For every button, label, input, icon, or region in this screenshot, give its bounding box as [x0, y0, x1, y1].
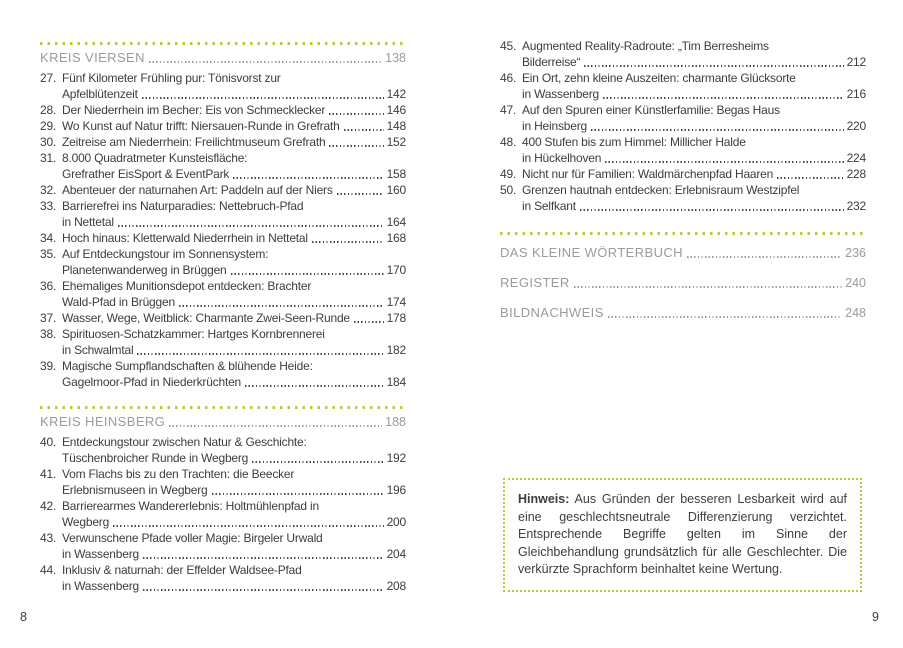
entry-body [62, 230, 406, 246]
toc-entry [40, 230, 406, 246]
dot-leader [580, 209, 844, 211]
entry-text: Gagelmoor-Pfad in Niederkrüchten [62, 375, 242, 389]
entry-body [62, 70, 406, 102]
entry-lastline [522, 198, 866, 214]
entry-text: Zeitreise am Niederrhein: Freilichtmuseum Grefrath [62, 135, 326, 149]
entry-lastline [62, 294, 406, 310]
toc-entry [40, 310, 406, 326]
entry-number: 50. [500, 183, 517, 197]
entry-line1: Grenzen hautnah entdecken: Erlebnisraum Westzipfel [522, 183, 800, 197]
entry-lastline [522, 86, 866, 102]
entry-lastline [62, 182, 406, 198]
toc-entries-continued [500, 38, 866, 214]
entry-page: 142 [386, 87, 406, 101]
entry-page: 178 [386, 311, 406, 325]
dot-leader [777, 177, 843, 179]
toc-entry [500, 102, 866, 134]
entry-body [62, 198, 406, 230]
dot-leader [329, 113, 383, 115]
entry-number: 35. [40, 247, 57, 261]
entry-text: in Nettetal [62, 215, 114, 229]
dot-leader [591, 129, 844, 131]
entry-lastline [522, 166, 866, 182]
toc-entry [40, 150, 406, 182]
entry-number: 43. [40, 531, 57, 545]
entry-page: 196 [386, 483, 406, 497]
section-title: KREIS VIERSEN [40, 50, 145, 65]
entry-body [522, 38, 866, 70]
entry-text: in Schwalmtal [62, 343, 134, 357]
dot-leader [169, 425, 382, 427]
entry-number: 27. [40, 71, 57, 85]
hinweis-text [518, 491, 847, 579]
entry-body [62, 326, 406, 358]
entry-line1: Magische Sumpflandschaften & blühende Heide: [62, 359, 313, 373]
dot-leader [584, 65, 843, 67]
dot-leader [252, 461, 383, 463]
toc-entry [40, 530, 406, 562]
entry-body [62, 562, 406, 594]
entry-body [62, 310, 406, 326]
page-left-column [40, 36, 406, 594]
section-page: 248 [845, 306, 866, 320]
entry-lastline [62, 86, 406, 102]
entry-number: 47. [500, 103, 517, 117]
section-page: 188 [385, 415, 406, 429]
dot-leader [337, 193, 384, 195]
entry-line1: 8.000 Quadratmeter Kunsteisfläche: [62, 151, 248, 165]
entry-text: Erlebnismuseen in Wegberg [62, 483, 208, 497]
dotted-separator [40, 42, 406, 45]
toc-entry [40, 118, 406, 134]
toc-entry [40, 278, 406, 310]
toc-entry [500, 182, 866, 214]
toc-entry [40, 134, 406, 150]
page-number-right: 9 [872, 610, 879, 624]
entry-text: in Wassenberg [62, 579, 139, 593]
dot-leader [354, 321, 384, 323]
toc-entry [40, 358, 406, 390]
entry-text: Tüschenbroicher Runde in Wegberg [62, 451, 249, 465]
dot-leader [603, 97, 844, 99]
entry-page: 232 [846, 199, 866, 213]
entry-text: Nicht nur für Familien: Waldmärchenpfad Haaren [522, 167, 774, 181]
entry-lastline [522, 118, 866, 134]
entry-text: Abenteuer der naturnahen Art: Paddeln auf der Niers [62, 183, 333, 197]
toc-entry [500, 134, 866, 166]
entry-text: Der Niederrhein im Becher: Eis von Schmecklecker [62, 103, 326, 117]
entry-page: 220 [846, 119, 866, 133]
entry-list [40, 434, 406, 594]
entry-line1: Inklusiv & naturnah: der Effelder Waldsee-Pfad [62, 563, 302, 577]
dot-leader [245, 385, 384, 387]
entry-text: Planetenwanderweg in Brüggen [62, 263, 227, 277]
entry-line1: Verwunschene Pfade voller Magie: Birgeler Urwald [62, 531, 323, 545]
entry-body [522, 70, 866, 102]
entry-line1: Spirituosen-Schatzkammer: Hartges Kornbrennerei [62, 327, 325, 341]
toc-entry [40, 434, 406, 466]
entry-page: 158 [386, 167, 406, 181]
entry-body [62, 278, 406, 310]
entry-text: Bilderreise“ [522, 55, 581, 69]
entry-list [40, 70, 406, 390]
entry-body [62, 466, 406, 498]
entry-text: Hoch hinaus: Kletterwald Niederrhein in Nettetal [62, 231, 308, 245]
entry-text: in Selfkant [522, 199, 576, 213]
section-title: DAS KLEINE WÖRTERBUCH [500, 245, 683, 260]
entry-number: 41. [40, 467, 57, 481]
dot-leader [608, 316, 842, 318]
toc-entry [40, 326, 406, 358]
entry-number: 45. [500, 39, 517, 53]
entry-number: 36. [40, 279, 57, 293]
toc-entry [40, 498, 406, 530]
entry-line1: Auf Entdeckungstour im Sonnensystem: [62, 247, 269, 261]
dot-leader [143, 589, 384, 591]
entry-number: 37. [40, 311, 57, 325]
entry-line1: Ehemaliges Munitionsdepot entdecken: Brachter [62, 279, 312, 293]
entry-line1: Augmented Reality-Radroute: „Tim Berresheims [522, 39, 769, 53]
entry-number: 34. [40, 231, 57, 245]
entry-lastline [62, 134, 406, 150]
entry-text: Wo Kunst auf Natur trifft: Niersauen-Runde in Grefrath [62, 119, 340, 133]
entry-body [522, 182, 866, 214]
entry-number: 38. [40, 327, 57, 341]
entry-page: 182 [386, 343, 406, 357]
section-header [500, 275, 866, 291]
entry-page: 148 [386, 119, 406, 133]
page-right-column [500, 32, 866, 335]
entry-lastline [62, 482, 406, 498]
dot-leader [605, 161, 843, 163]
entry-page: 200 [386, 515, 406, 529]
dot-leader [179, 305, 384, 307]
dotted-separator [40, 406, 406, 409]
entry-number: 29. [40, 119, 57, 133]
entry-text: Wald-Pfad in Brüggen [62, 295, 175, 309]
entry-lastline [62, 450, 406, 466]
entry-body [62, 150, 406, 182]
entry-lastline [62, 342, 406, 358]
entry-lastline [62, 578, 406, 594]
dot-leader [329, 145, 383, 147]
entry-page: 146 [386, 103, 406, 117]
entry-line1: 400 Stufen bis zum Himmel: Millicher Halde [522, 135, 746, 149]
section-header [40, 50, 406, 66]
entry-page: 208 [386, 579, 406, 593]
hinweis-body: Aus Gründen der besseren Lesbarkeit wird auf eine geschlechtsneutrale Differenzierung verzichtet. Entsprechende Begriffe gelten im Sinne der Gleichbehandlung grundsätzlich für alle Geschlechter. Die verkürzte Sprachform beinhaltet keine Wertung. [518, 492, 847, 576]
entry-text: in Hückelhoven [522, 151, 602, 165]
entry-line1: Auf den Spuren einer Künstlerfamilie: Begas Haus [522, 103, 780, 117]
dot-leader [143, 557, 384, 559]
entry-lastline [62, 546, 406, 562]
entry-lastline [62, 230, 406, 246]
entry-body [522, 166, 866, 182]
entry-lastline [62, 514, 406, 530]
toc-entry [40, 182, 406, 198]
entry-body [522, 102, 866, 134]
entry-lastline [62, 310, 406, 326]
entry-page: 216 [846, 87, 866, 101]
section-header [500, 305, 866, 321]
entry-lastline [62, 166, 406, 182]
entry-text: Grefrather EisSport & EventPark [62, 167, 230, 181]
back-matter [500, 232, 866, 321]
entry-text: in Wassenberg [522, 87, 599, 101]
entry-body [62, 358, 406, 390]
entry-body [522, 134, 866, 166]
entry-body [62, 498, 406, 530]
entry-page: 164 [386, 215, 406, 229]
section-title: BILDNACHWEIS [500, 305, 604, 320]
dot-leader [113, 525, 384, 527]
entry-text: in Heinsberg [522, 119, 587, 133]
section-title: REGISTER [500, 275, 570, 290]
entry-page: 204 [386, 547, 406, 561]
toc-entry [500, 70, 866, 102]
entry-number: 32. [40, 183, 57, 197]
entry-number: 44. [40, 563, 57, 577]
dot-leader [231, 273, 384, 275]
section-page: 240 [845, 276, 866, 290]
entry-number: 46. [500, 71, 517, 85]
entry-number: 42. [40, 499, 57, 513]
dot-leader [142, 97, 384, 99]
entry-lastline [62, 214, 406, 230]
entry-number: 39. [40, 359, 57, 373]
entry-line1: Ein Ort, zehn kleine Auszeiten: charmante Glücksorte [522, 71, 796, 85]
section-page: 138 [385, 51, 406, 65]
entry-page: 228 [846, 167, 866, 181]
dot-leader [118, 225, 384, 227]
toc-entry [40, 562, 406, 594]
entry-lastline [62, 262, 406, 278]
section-page: 236 [845, 246, 866, 260]
toc-section [40, 42, 406, 390]
entry-number: 49. [500, 167, 517, 181]
page-number-left: 8 [20, 610, 27, 624]
entry-body [62, 118, 406, 134]
entry-text: in Wassenberg [62, 547, 139, 561]
dot-leader [574, 286, 842, 288]
toc-entry [40, 198, 406, 230]
section-header [500, 245, 866, 261]
toc-section [40, 406, 406, 594]
entry-page: 152 [386, 135, 406, 149]
entry-text: Wegberg [62, 515, 110, 529]
dot-leader [312, 241, 384, 243]
entry-lastline [522, 54, 866, 70]
section-title: KREIS HEINSBERG [40, 414, 166, 429]
toc-entry [40, 102, 406, 118]
entry-page: 174 [386, 295, 406, 309]
entry-page: 184 [386, 375, 406, 389]
entry-number: 48. [500, 135, 517, 149]
entry-page: 192 [386, 451, 406, 465]
entry-page: 168 [386, 231, 406, 245]
entry-text: Apfelblütenzeit [62, 87, 138, 101]
dot-leader [687, 256, 842, 258]
entry-number: 31. [40, 151, 57, 165]
entry-lastline [62, 118, 406, 134]
entry-body [62, 246, 406, 278]
dotted-separator [500, 232, 866, 235]
entry-number: 30. [40, 135, 57, 149]
entry-body [62, 182, 406, 198]
entry-line1: Entdeckungstour zwischen Natur & Geschichte: [62, 435, 307, 449]
entry-body [62, 530, 406, 562]
toc-entry [40, 246, 406, 278]
entry-body [62, 434, 406, 466]
entry-page: 160 [386, 183, 406, 197]
entry-page: 170 [386, 263, 406, 277]
entry-number: 33. [40, 199, 57, 213]
entry-line1: Fünf Kilometer Frühling pur: Tönisvorst zur [62, 71, 281, 85]
entry-lastline [62, 102, 406, 118]
entry-number: 40. [40, 435, 57, 449]
entry-lastline [62, 374, 406, 390]
dot-leader [149, 61, 382, 63]
dot-leader [233, 177, 383, 179]
toc-entry [40, 466, 406, 498]
entry-page: 212 [846, 55, 866, 69]
entry-page: 224 [846, 151, 866, 165]
entry-lastline [522, 150, 866, 166]
toc-entry [500, 166, 866, 182]
entry-number: 28. [40, 103, 57, 117]
section-header [40, 414, 406, 430]
dot-leader [137, 353, 383, 355]
entry-body [62, 134, 406, 150]
entry-list [500, 38, 866, 214]
toc-entry [40, 70, 406, 102]
hinweis-label: Hinweis: [518, 492, 570, 506]
entry-text: Wasser, Wege, Weitblick: Charmante Zwei-Seen-Runde [62, 311, 350, 325]
entry-line1: Barrierefrei ins Naturparadies: Nettebruch-Pfad [62, 199, 304, 213]
entry-line1: Vom Flachs bis zu den Trachten: die Beecker [62, 467, 295, 481]
toc-entry [500, 38, 866, 70]
dot-leader [344, 129, 384, 131]
entry-line1: Barrierearmes Wandererlebnis: Holtmühlenpfad in [62, 499, 319, 513]
hinweis-box [503, 478, 862, 592]
dot-leader [212, 493, 384, 495]
entry-body [62, 102, 406, 118]
